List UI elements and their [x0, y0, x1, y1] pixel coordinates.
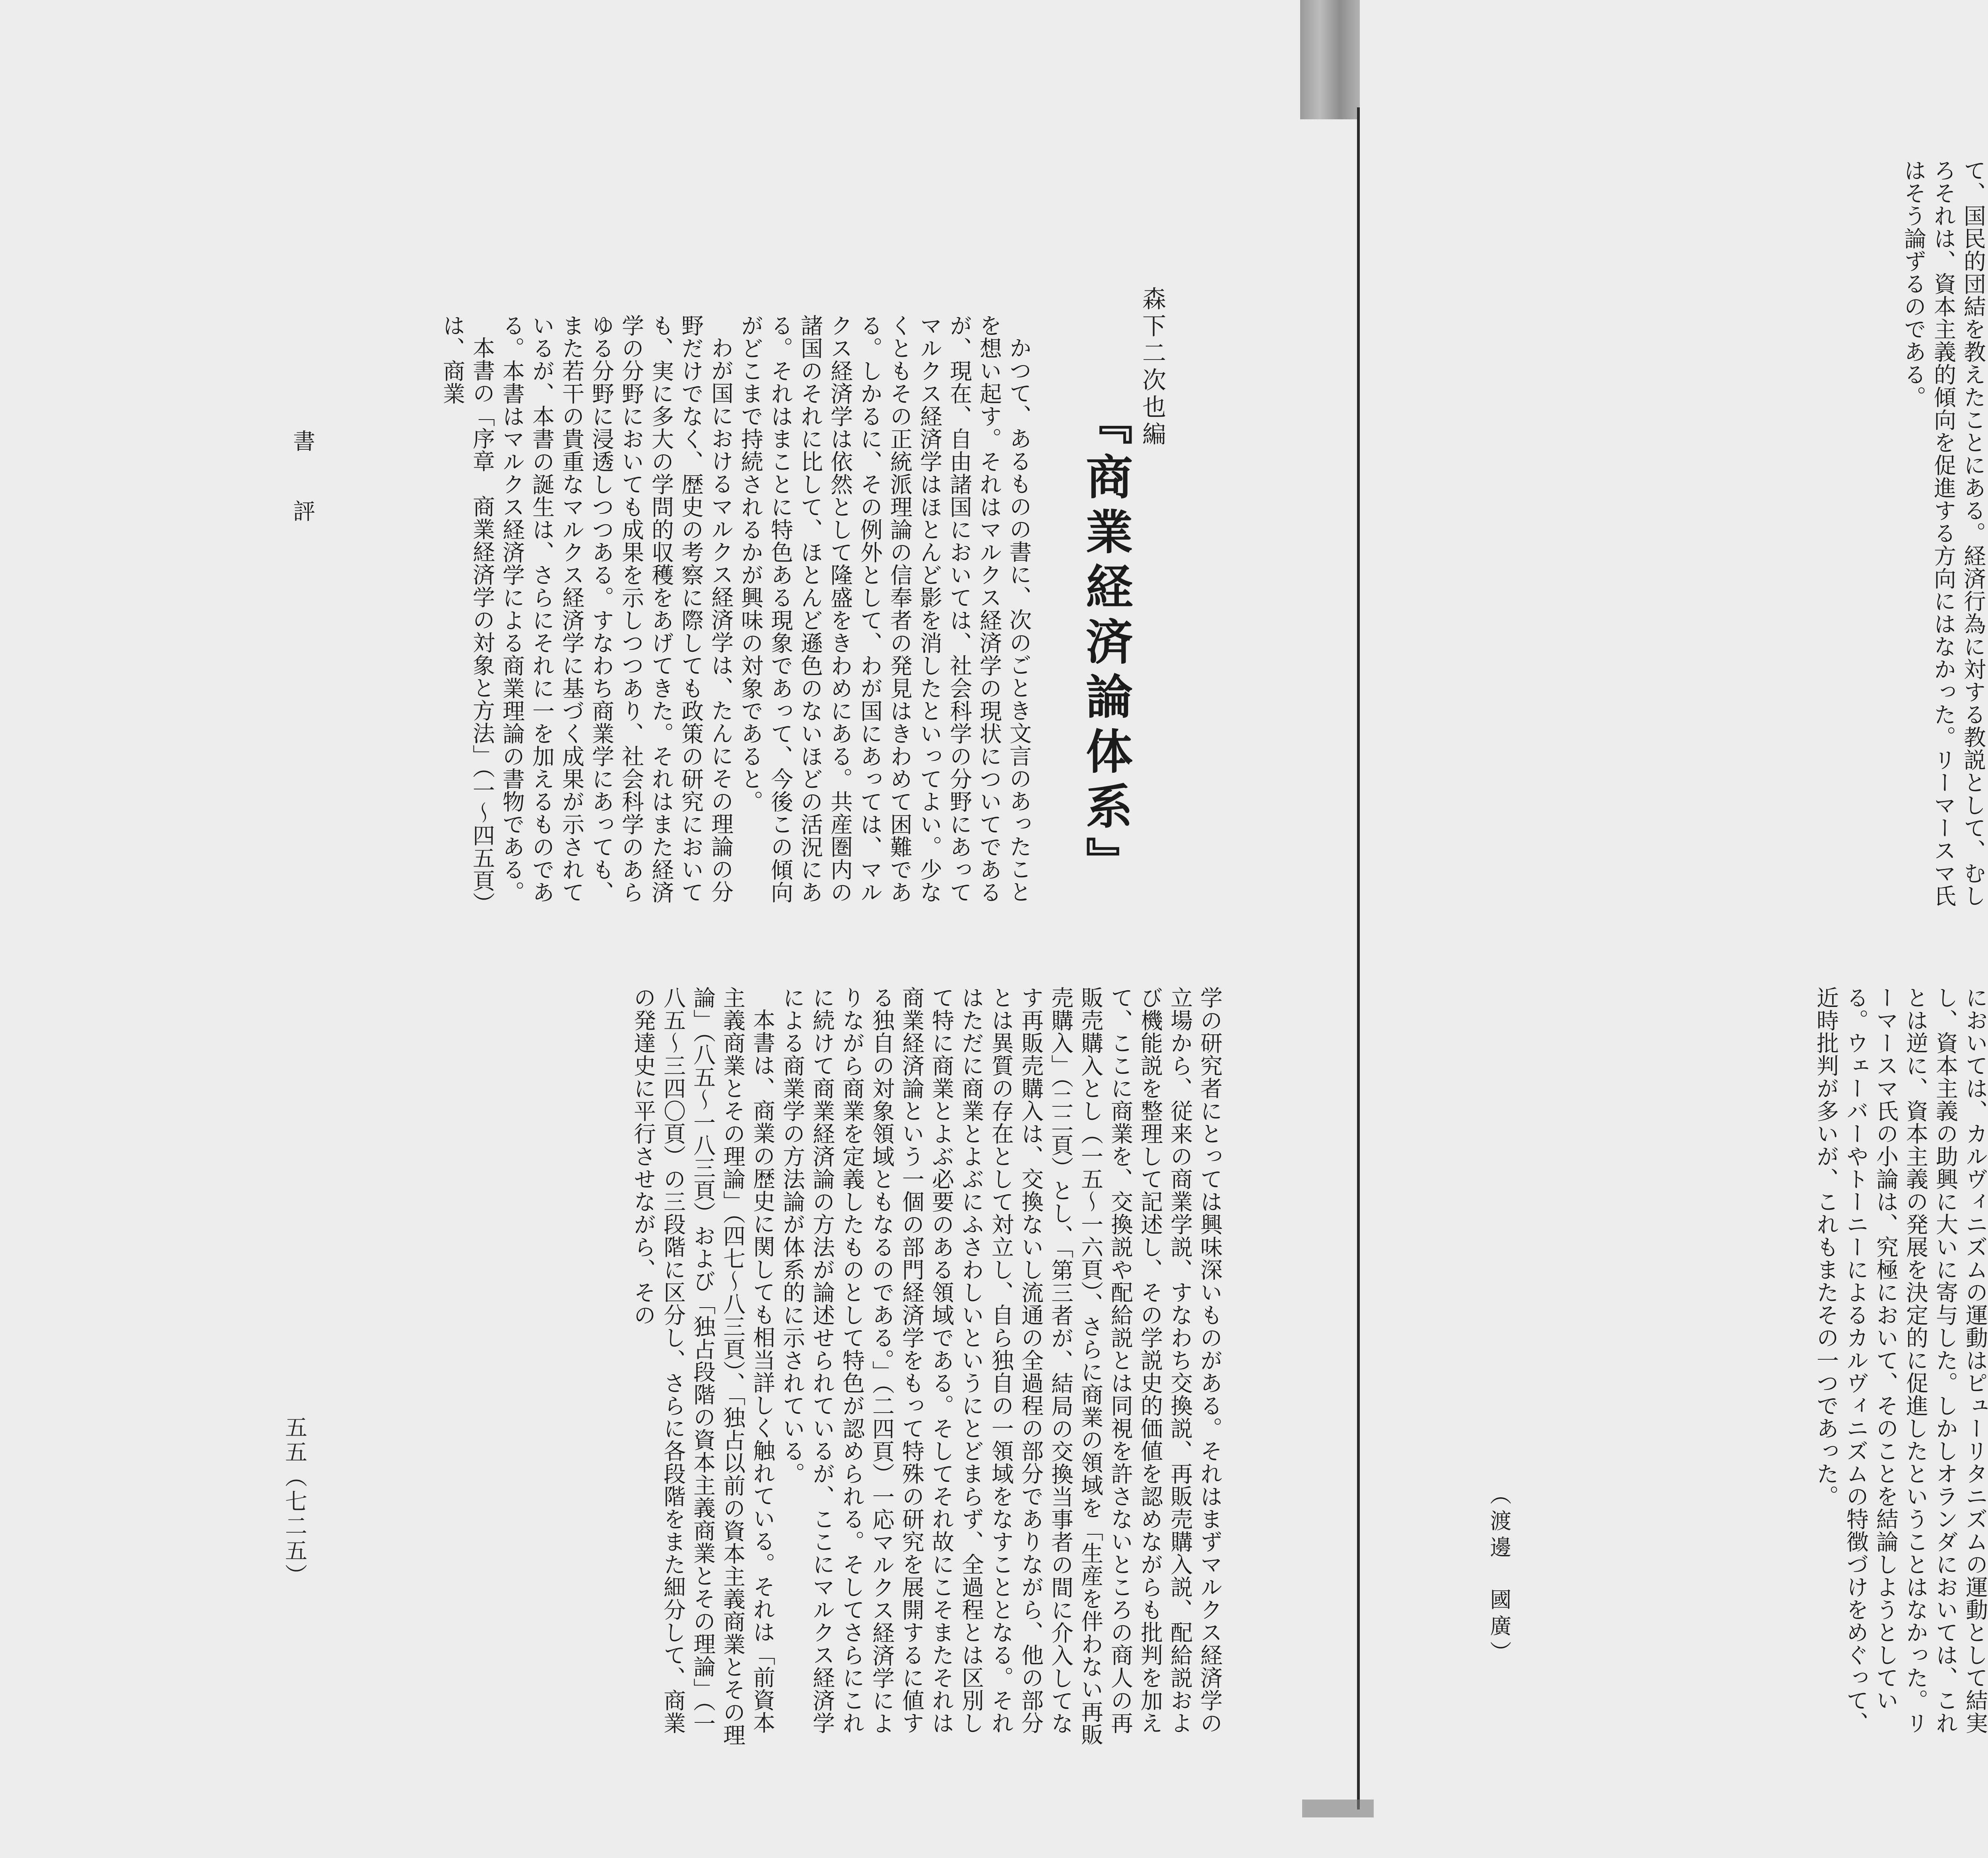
- right-bottom-text: [1511, 986, 1988, 1750]
- paragraph: かつて、あるものの書に、次のごとき文言のあったことを想い起す。それはマルクス経済学の現状についてであるが、現在、自由諸国においては、社会科学の分野にあってマルクス経済学はほとんど影を消したといってよい。少なくともその正統派理論の信奉者の発見はきわめて困難である。しかるに、その例外として、わが国にあっては、マルクス経済学は依然として隆盛をきわめにある。共産圏内の諸国のそれに比して、ほとんど遜色のないほどの活況にある。それはまことに特色ある現象であって、今後この傾向がどこまで持続されるかが興味の対象であると。: [738, 314, 1032, 904]
- paragraph: て、国民的団結を教えたことにある。経済行為に対する教説として、むしろそれは、資本主義的傾向を促進する方向にはなかった。リーマースマ氏はそう論ずるのである。: [1901, 159, 1986, 907]
- page-number-left: 五五（七二五）: [282, 1416, 307, 1588]
- paragraph: 学の研究者にとっては興味深いものがある。それはまずマルクス経済学の立場から、従来の商業学説、すなわち交換説、再販売購入説、配給説および機能説を整理して記述し、その学説史的価値を認めながらも批判を加えて、ここに商業を、交換説や配給説とは同視を許さないところの商人の再販売購入とし（一五〜一六頁）、さらに商業の領域を「生産を伴わない再販売購入」（二二頁）とし、「第三者が、結局の交換当事者の間に介入してなす再販売購入は、交換ないし流通の全過程の部分でありながら、他の部分とは異質の存在として対立し、自ら独自の一領域をなすこととなる。それはただに商業とよぶにふさわしいというにとどまらず、全過程とは区別して特に商業とよぶ必要のある領域である。そしてそれ故にこそまたそれは商業経済論という一個の部門経済学をもって特殊の研究を展開するに値する独自の対象領域ともなるのである。」（二四頁）一応マルクス経済学によりながら商業を定義したものとして特色が認められる。そしてさらにこれに続けて商業経済論の方法が論述せられているが、ここにマルクス経済学による商業学の方法論が体系的に示されている。: [779, 986, 1223, 1746]
- paragraph: においては、カルヴィニズムの運動はピューリタニズムの運動として結実し、資本主義の助興に大いに寄与した。しかしオランダにおいては、これとは逆に、資本主義の発展を決定的に促進したということはなかった。リーマースマ氏の小論は、究極において、そのことを結論しようとしている。ウェーバーやトーニーによるカルヴィニズムの特徴づけをめぐって、近時批判が多いが、これもまたその一つであった。: [1813, 986, 1988, 1734]
- paragraph: 本書は、商業の歴史に関しても相当詳しく触れている。それは「前資本主義商業とその理論」（四七〜八三頁）、「独占以前の資本主義商業とその理論」（八五〜一八三頁）および「独占段階の資本主義商業とその理論」（一八五〜三四〇頁）の三段階に区分し、さらに各段階をまた細分して、商業の発達史に平行させながら、その: [630, 986, 775, 1746]
- binding-shadow: [1300, 0, 1360, 119]
- reviewer-signature: （渡邊 國廣）: [1487, 1483, 1512, 1667]
- right-page: [1360, 0, 1988, 1858]
- paragraph: わが国におけるマルクス経済学は、たんにその理論の分野だけでなく、歴史の考察に際しても政策の研究においても、実に多大の学問的収穫をあげてきた。それはまた経済学の分野においても成果を示しつつあり、社会科学のあらゆる分野に浸透しつつある。すなわち商業学にあっても、また若干の貴重なマルクス経済学に基づく成果が示されているが、本書の誕生は、さらにそれに一を加えるものである。本書はマルクス経済学による商業理論の書物である。: [499, 314, 734, 904]
- paragraph: 本書の「序章 商業経済学の対象と方法」（一〜四五頁）は、商業: [439, 314, 495, 915]
- left-top-text: [350, 314, 1034, 923]
- running-head: 書評: [289, 430, 315, 569]
- book-editor: 森下二次也編: [1138, 286, 1166, 449]
- book-title: 『商業経済論体系』: [1078, 398, 1133, 892]
- right-top-text: [1511, 159, 1988, 923]
- left-bottom-text: [469, 986, 1225, 1750]
- gutter-line: [1357, 107, 1360, 1809]
